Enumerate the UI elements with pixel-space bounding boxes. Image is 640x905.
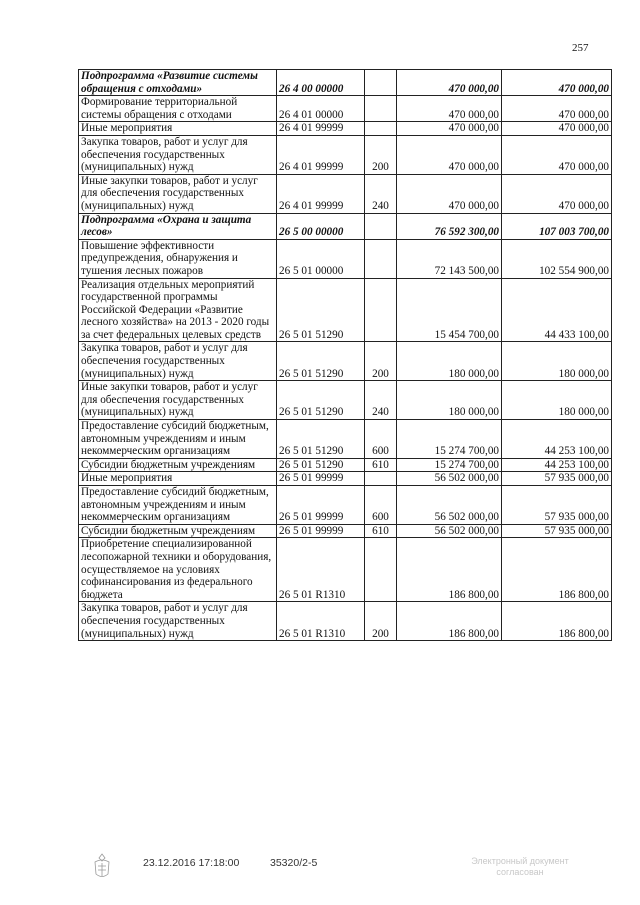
cell-type [365,239,397,278]
cell-sum-2018: 57 935 000,00 [502,486,612,525]
cell-name: Подпрограмма «Развитие системы обращения с отходами» [79,70,277,96]
cell-type: 610 [365,524,397,538]
cell-name: Предоставление субсидий бюджетным, автономным учреждениям и иным некоммерческим организациям [79,486,277,525]
cell-name: Повышение эффективности предупреждения, обнаружения и тушения лесных пожаров [79,239,277,278]
cell-sum-2017: 56 502 000,00 [397,524,502,538]
table-row [79,135,612,174]
cell-sum-2017: 186 800,00 [397,538,502,602]
table-row [79,538,612,602]
cell-sum-2018: 180 000,00 [502,381,612,420]
cell-sum-2018: 470 000,00 [502,174,612,213]
cell-sum-2018: 107 003 700,00 [502,213,612,239]
budget-table-body [79,70,612,641]
cell-sum-2017: 56 502 000,00 [397,486,502,525]
cell-sum-2017: 56 502 000,00 [397,472,502,486]
footer-stamp [445,856,595,878]
cell-sum-2018: 470 000,00 [502,135,612,174]
cell-code: 26 5 01 51290 [277,342,365,381]
cell-sum-2017: 15 274 700,00 [397,420,502,459]
cell-sum-2018: 470 000,00 [502,122,612,136]
cell-type: 240 [365,381,397,420]
cell-type: 600 [365,486,397,525]
table-row [79,122,612,136]
cell-name: Формирование территориальной системы обращения с отходами [79,96,277,122]
cell-name: Закупка товаров, работ и услуг для обеспечения государственных (муниципальных) нужд [79,342,277,381]
table-row [79,602,612,641]
table-row [79,472,612,486]
table-row [79,174,612,213]
cell-name: Закупка товаров, работ и услуг для обеспечения государственных (муниципальных) нужд [79,602,277,641]
cell-name: Иные мероприятия [79,472,277,486]
footer-stamp-line-2: согласован [496,867,544,877]
subprogram-row [79,70,612,96]
subprogram-row [79,213,612,239]
table-row [79,524,612,538]
cell-code: 26 5 01 99999 [277,524,365,538]
cell-code: 26 5 00 00000 [277,213,365,239]
cell-sum-2018: 57 935 000,00 [502,472,612,486]
cell-type [365,213,397,239]
page-number: 257 [572,42,589,54]
cell-type [365,70,397,96]
cell-sum-2017: 15 274 700,00 [397,458,502,472]
cell-code: 26 5 01 00000 [277,239,365,278]
cell-sum-2018: 102 554 900,00 [502,239,612,278]
cell-name: Иные закупки товаров, работ и услуг для обеспечения государственных (муниципальных) нужд [79,174,277,213]
table-row [79,342,612,381]
cell-sum-2017: 15 454 700,00 [397,278,502,342]
table-row [79,420,612,459]
cell-name: Приобретение специализированной лесопожарной техники и оборудования, осуществляемое на условиях софинансирования из федерального бюджета [79,538,277,602]
cell-type: 240 [365,174,397,213]
table-row [79,96,612,122]
cell-code: 26 5 01 R1310 [277,538,365,602]
cell-type [365,538,397,602]
cell-type: 200 [365,135,397,174]
cell-sum-2018: 470 000,00 [502,70,612,96]
cell-name: Закупка товаров, работ и услуг для обеспечения государственных (муниципальных) нужд [79,135,277,174]
cell-sum-2017: 76 592 300,00 [397,213,502,239]
cell-code: 26 4 01 99999 [277,122,365,136]
cell-sum-2018: 44 253 100,00 [502,420,612,459]
cell-sum-2017: 180 000,00 [397,381,502,420]
cell-sum-2017: 470 000,00 [397,135,502,174]
cell-sum-2017: 470 000,00 [397,122,502,136]
cell-code: 26 5 01 R1310 [277,602,365,641]
footer-date: 23.12.2016 17:18:00 [143,857,240,869]
footer-stamp-line-1: Электронный документ [471,856,569,866]
cell-sum-2018: 44 433 100,00 [502,278,612,342]
emblem-icon [89,852,115,882]
table-row [79,381,612,420]
table-row [79,458,612,472]
cell-code: 26 5 01 99999 [277,472,365,486]
cell-sum-2018: 44 253 100,00 [502,458,612,472]
cell-name: Иные закупки товаров, работ и услуг для обеспечения государственных (муниципальных) нужд [79,381,277,420]
cell-type: 600 [365,420,397,459]
cell-sum-2018: 186 800,00 [502,602,612,641]
cell-sum-2018: 180 000,00 [502,342,612,381]
cell-sum-2017: 470 000,00 [397,70,502,96]
cell-type [365,96,397,122]
cell-type: 200 [365,602,397,641]
cell-sum-2018: 186 800,00 [502,538,612,602]
cell-name: Иные мероприятия [79,122,277,136]
cell-code: 26 4 01 99999 [277,135,365,174]
cell-code: 26 5 01 51290 [277,420,365,459]
cell-sum-2018: 470 000,00 [502,96,612,122]
cell-code: 26 5 01 51290 [277,381,365,420]
cell-sum-2017: 186 800,00 [397,602,502,641]
cell-sum-2018: 57 935 000,00 [502,524,612,538]
cell-sum-2017: 180 000,00 [397,342,502,381]
cell-type: 200 [365,342,397,381]
cell-type [365,278,397,342]
cell-code: 26 4 01 99999 [277,174,365,213]
cell-name: Реализация отдельных мероприятий государственной программы Российской Федерации «Развитие лесного хозяйства» на 2013 - 2020 годы за счет федеральных целевых средств [79,278,277,342]
cell-sum-2017: 470 000,00 [397,96,502,122]
table-row [79,278,612,342]
cell-sum-2017: 72 143 500,00 [397,239,502,278]
budget-table [78,69,612,641]
cell-code: 26 5 01 99999 [277,486,365,525]
cell-name: Предоставление субсидий бюджетным, автономным учреждениям и иным некоммерческим организациям [79,420,277,459]
cell-code: 26 5 01 51290 [277,278,365,342]
cell-name: Субсидии бюджетным учреждениям [79,524,277,538]
table-row [79,486,612,525]
cell-code: 26 4 01 00000 [277,96,365,122]
cell-sum-2017: 470 000,00 [397,174,502,213]
cell-type [365,472,397,486]
cell-code: 26 4 00 00000 [277,70,365,96]
table-row [79,239,612,278]
cell-type: 610 [365,458,397,472]
cell-type [365,122,397,136]
cell-code: 26 5 01 51290 [277,458,365,472]
cell-name: Подпрограмма «Охрана и защита лесов» [79,213,277,239]
cell-name: Субсидии бюджетным учреждениям [79,458,277,472]
footer-doc-number: 35320/2-5 [270,857,318,869]
